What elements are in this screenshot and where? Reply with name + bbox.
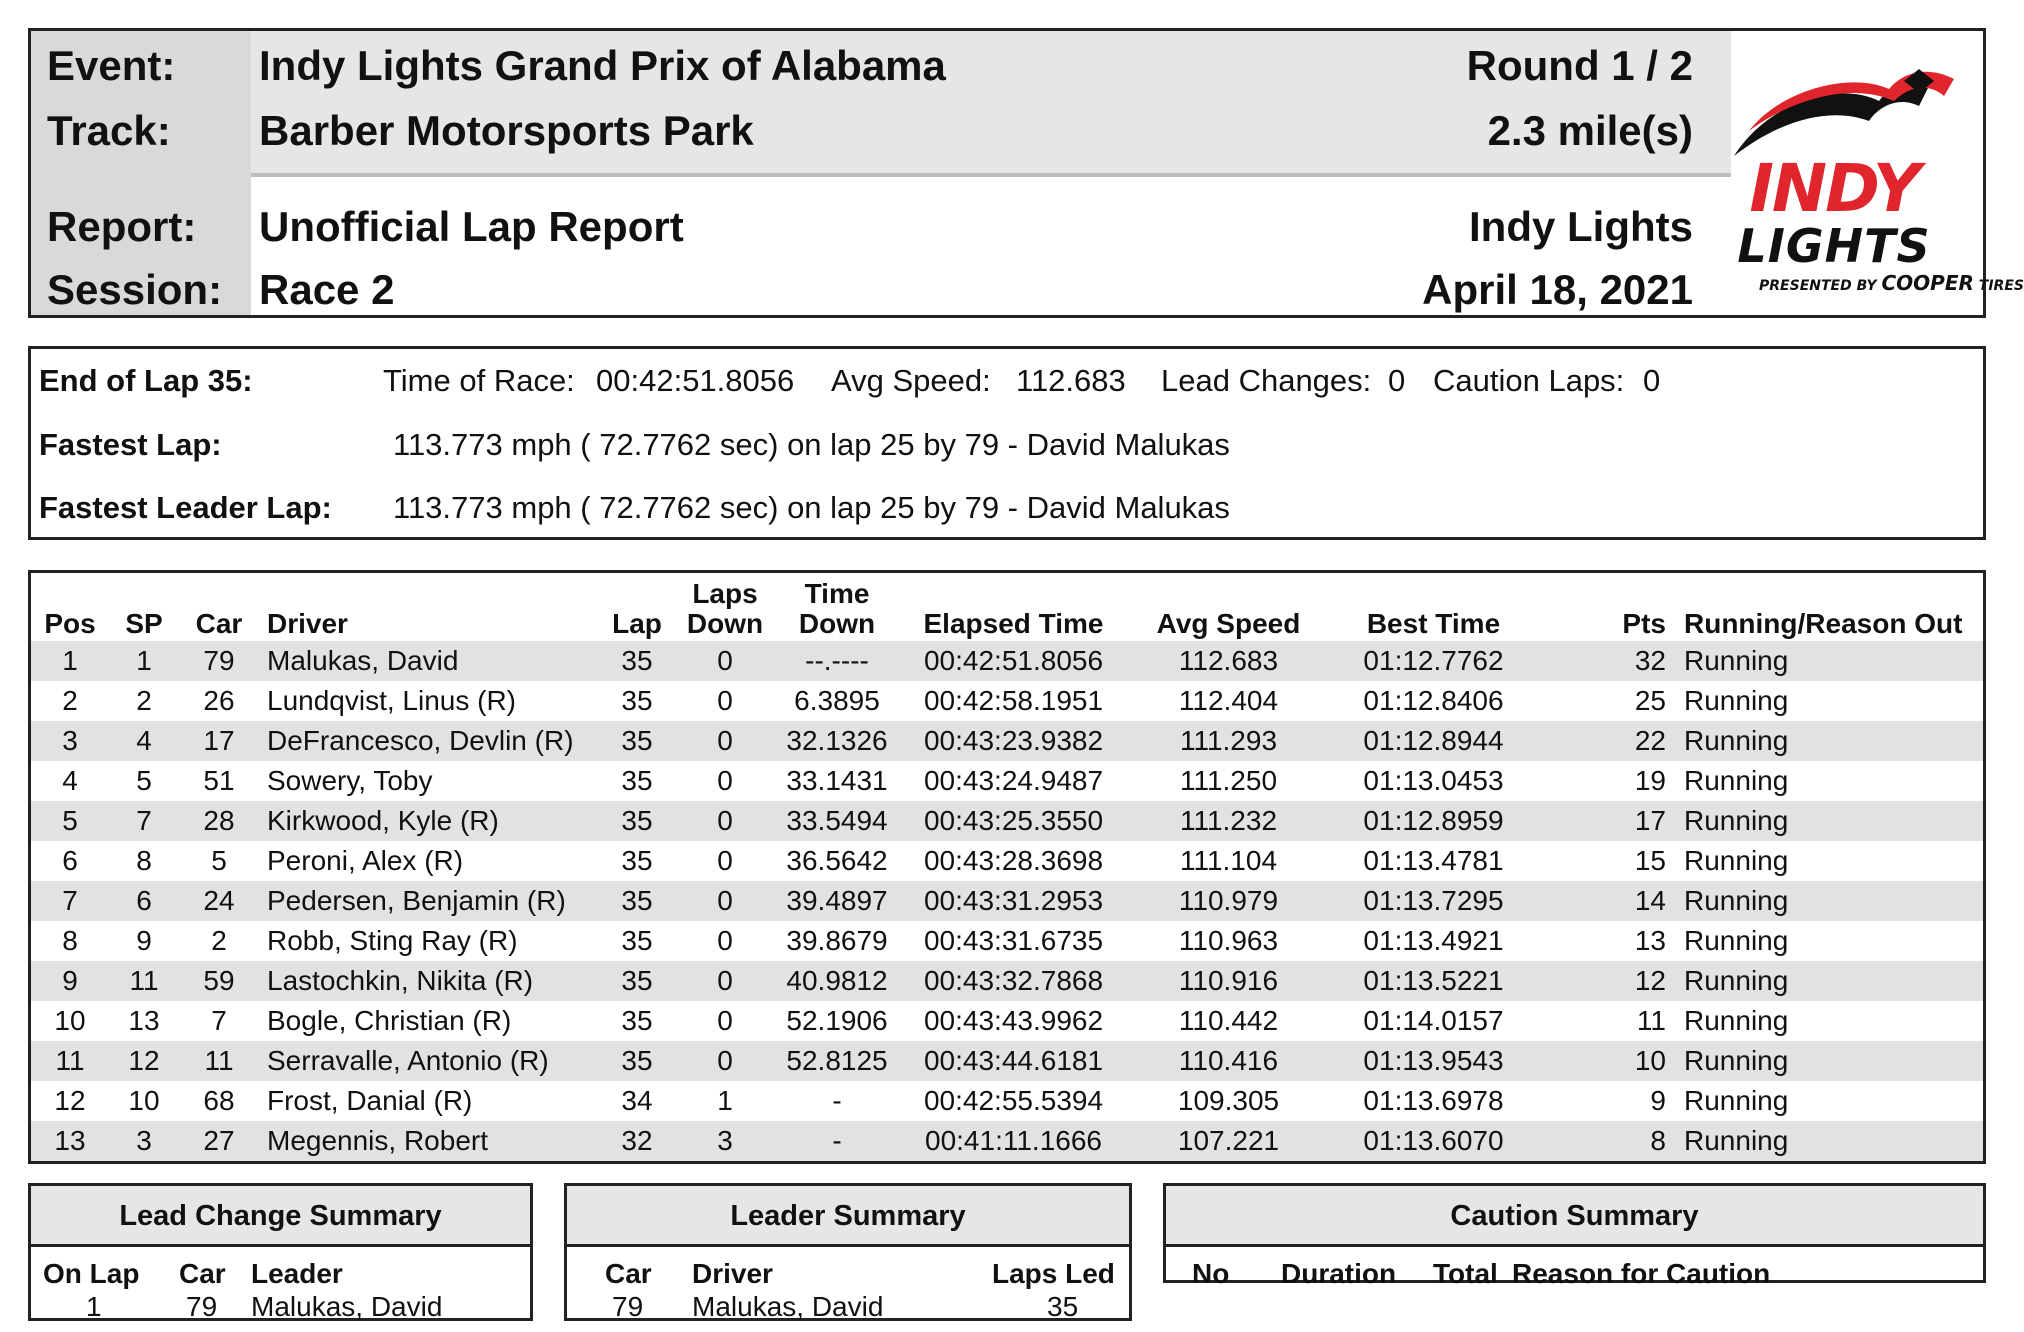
cell-car: 5 xyxy=(211,845,227,876)
cell-lap: 35 xyxy=(621,805,653,836)
cell-laps-down: 1 xyxy=(717,1085,733,1116)
col-time-down xyxy=(773,573,901,641)
cell-status: Running xyxy=(1684,1085,1789,1116)
cell-time-down: 52.8125 xyxy=(786,1045,888,1076)
cell-elapsed-time: 00:43:44.6181 xyxy=(923,1045,1104,1076)
cell-status: Running xyxy=(1684,645,1789,676)
cell-status: Running xyxy=(1684,1045,1789,1076)
cell-status: Running xyxy=(1684,725,1789,756)
fastest-leader-lap-value: 113.773 mph ( 72.7762 sec) on lap 25 by 79 - David Malukas xyxy=(393,490,1230,525)
cell-driver: Megennis, Robert xyxy=(267,1125,489,1156)
lead-change-col-car: Car xyxy=(179,1258,226,1289)
cell-sp: 12 xyxy=(128,1045,160,1076)
cell-driver: Serravalle, Antonio (R) xyxy=(267,1045,549,1076)
cell-driver: Malukas, David xyxy=(267,645,459,676)
cell-driver: Bogle, Christian (R) xyxy=(267,1005,512,1036)
cell-pts: 9 xyxy=(1650,1085,1666,1116)
table-row xyxy=(31,641,1983,681)
cell-lap: 34 xyxy=(621,1085,653,1116)
col-time-down-line1: Time xyxy=(804,578,870,609)
cell-best-time: 01:12.7762 xyxy=(1363,645,1504,676)
logo-word-lights: LIGHTS xyxy=(1737,219,1931,273)
caution-col-reason: Reason for Caution xyxy=(1512,1258,1771,1289)
report-label: Report: xyxy=(47,203,197,250)
cell-avg-speed: 107.221 xyxy=(1177,1125,1280,1156)
indy-lights-logo xyxy=(1699,51,2024,301)
cell-car: 28 xyxy=(203,805,235,836)
cell-car: 7 xyxy=(211,1005,227,1036)
lead-change-row-car: 79 xyxy=(186,1291,218,1322)
cell-laps-down: 0 xyxy=(717,925,733,956)
track-label: Track: xyxy=(47,107,171,154)
logo-presented-by xyxy=(1759,271,2024,295)
logo-word-indy: INDY xyxy=(1749,150,1919,227)
lead-change-row-leader: Malukas, David xyxy=(251,1291,443,1322)
cell-driver: Lastochkin, Nikita (R) xyxy=(267,965,534,996)
cell-avg-speed: 111.104 xyxy=(1179,845,1278,876)
col-time-down-line2: Down xyxy=(798,608,876,639)
lead-change-summary-title: Lead Change Summary xyxy=(31,1186,530,1247)
cell-status: Running xyxy=(1684,925,1789,956)
cell-lap: 35 xyxy=(621,765,653,796)
cell-pts: 12 xyxy=(1634,965,1666,996)
cell-status: Running xyxy=(1684,845,1789,876)
event-label: Event: xyxy=(47,42,176,89)
cell-driver: Lundqvist, Linus (R) xyxy=(267,685,517,716)
cell-sp: 9 xyxy=(136,925,152,956)
cell-laps-down: 0 xyxy=(717,765,733,796)
cell-pos: 11 xyxy=(55,1045,85,1076)
cell-avg-speed: 110.916 xyxy=(1178,965,1279,996)
col-elapsed-time: Elapsed Time xyxy=(923,608,1104,639)
cell-time-down: --.---- xyxy=(805,645,869,676)
cell-best-time: 01:13.6978 xyxy=(1363,1085,1504,1116)
cell-lap: 35 xyxy=(621,725,653,756)
cell-elapsed-time: 00:42:51.8056 xyxy=(923,645,1104,676)
end-of-lap-label: End of Lap 35: xyxy=(39,363,253,398)
col-car: Car xyxy=(195,608,243,639)
cell-sp: 7 xyxy=(136,805,152,836)
col-sp: SP xyxy=(125,608,163,639)
fastest-lap-label: Fastest Lap: xyxy=(39,427,222,462)
cell-avg-speed: 112.404 xyxy=(1178,685,1279,716)
caution-col-total: Total xyxy=(1433,1258,1498,1289)
cell-lap: 35 xyxy=(621,925,653,956)
cell-best-time: 01:13.5221 xyxy=(1363,965,1504,996)
leader-col-driver: Driver xyxy=(692,1258,773,1289)
cell-pos: 5 xyxy=(62,805,78,836)
col-laps-down xyxy=(677,573,773,641)
cell-pos: 13 xyxy=(54,1125,86,1156)
cell-best-time: 01:13.0453 xyxy=(1363,765,1504,796)
time-of-race-label: Time of Race: xyxy=(383,363,575,398)
leader-row-driver: Malukas, David xyxy=(692,1291,884,1322)
logo-presented-text: PRESENTED BY xyxy=(1759,278,1877,294)
cell-car: 11 xyxy=(204,1045,234,1076)
table-row xyxy=(31,1001,1983,1041)
cell-sp: 8 xyxy=(136,845,152,876)
cell-avg-speed: 109.305 xyxy=(1177,1085,1280,1116)
leader-summary-title: Leader Summary xyxy=(567,1186,1129,1247)
col-avg-speed: Avg Speed xyxy=(1156,608,1301,639)
col-best-time: Best Time xyxy=(1366,608,1501,639)
cell-car: 27 xyxy=(203,1125,235,1156)
col-driver: Driver xyxy=(267,608,348,639)
cell-car: 26 xyxy=(203,685,235,716)
cell-pos: 12 xyxy=(54,1085,86,1116)
cell-elapsed-time: 00:42:58.1951 xyxy=(923,685,1104,716)
cell-pts: 13 xyxy=(1634,925,1666,956)
logo-wing-icon xyxy=(1729,61,1959,161)
cell-time-down: 39.8679 xyxy=(786,925,888,956)
cell-pts: 10 xyxy=(1634,1045,1666,1076)
cell-best-time: 01:12.8959 xyxy=(1363,805,1504,836)
table-row xyxy=(31,961,1983,1001)
cell-avg-speed: 111.250 xyxy=(1179,765,1278,796)
cell-elapsed-time: 00:43:23.9382 xyxy=(923,725,1104,756)
cell-car: 17 xyxy=(203,725,235,756)
col-laps-down-line1: Laps xyxy=(692,578,758,609)
cell-best-time: 01:13.7295 xyxy=(1363,885,1504,916)
cell-driver: DeFrancesco, Devlin (R) xyxy=(267,725,574,756)
cell-status: Running xyxy=(1684,805,1789,836)
caution-laps-value: 0 xyxy=(1643,363,1661,398)
cell-sp: 2 xyxy=(136,685,152,716)
cell-best-time: 01:13.9543 xyxy=(1363,1045,1504,1076)
table-row xyxy=(31,841,1983,881)
fastest-leader-lap-label: Fastest Leader Lap: xyxy=(39,490,332,525)
cell-car: 2 xyxy=(211,925,227,956)
cell-pos: 3 xyxy=(62,725,78,756)
cell-time-down: 33.5494 xyxy=(786,805,888,836)
cell-elapsed-time: 00:43:31.6735 xyxy=(923,925,1104,956)
cell-pos: 10 xyxy=(54,1005,86,1036)
cell-status: Running xyxy=(1684,765,1789,796)
cell-lap: 35 xyxy=(621,685,653,716)
cell-lap: 35 xyxy=(621,1045,653,1076)
cell-best-time: 01:13.6070 xyxy=(1363,1125,1504,1156)
cell-status: Running xyxy=(1684,1005,1789,1036)
cell-sp: 11 xyxy=(129,965,159,996)
cell-pos: 8 xyxy=(62,925,78,956)
cell-driver: Kirkwood, Kyle (R) xyxy=(267,805,499,836)
cell-lap: 35 xyxy=(621,885,653,916)
cell-driver: Robb, Sting Ray (R) xyxy=(267,925,518,956)
cell-lap: 32 xyxy=(621,1125,653,1156)
cell-lap: 35 xyxy=(621,965,653,996)
cell-car: 59 xyxy=(203,965,235,996)
cell-laps-down: 0 xyxy=(717,725,733,756)
cell-pos: 9 xyxy=(62,965,78,996)
session-name: Race 2 xyxy=(259,266,395,313)
cell-laps-down: 0 xyxy=(717,885,733,916)
cell-car: 68 xyxy=(203,1085,235,1116)
lead-change-summary xyxy=(28,1183,533,1321)
cell-elapsed-time: 00:43:31.2953 xyxy=(923,885,1104,916)
cell-best-time: 01:12.8406 xyxy=(1363,685,1504,716)
cell-pts: 25 xyxy=(1634,685,1666,716)
round-number: Round 1 / 2 xyxy=(1466,42,1693,89)
lead-change-col-on-lap: On Lap xyxy=(43,1258,140,1289)
cell-laps-down: 0 xyxy=(717,1005,733,1036)
cell-pts: 8 xyxy=(1650,1125,1666,1156)
cell-time-down: - xyxy=(832,1125,842,1156)
cell-car: 24 xyxy=(203,885,235,916)
cell-avg-speed: 110.963 xyxy=(1178,925,1279,956)
cell-time-down: 6.3895 xyxy=(794,685,880,716)
table-row xyxy=(31,1041,1983,1081)
cell-laps-down: 3 xyxy=(717,1125,733,1156)
cell-car: 51 xyxy=(203,765,235,796)
cell-time-down: 36.5642 xyxy=(786,845,888,876)
cell-laps-down: 0 xyxy=(717,805,733,836)
fastest-lap-value: 113.773 mph ( 72.7762 sec) on lap 25 by 79 - David Malukas xyxy=(393,427,1230,462)
cell-pos: 4 xyxy=(62,765,78,796)
cell-sp: 5 xyxy=(136,765,152,796)
table-row xyxy=(31,1121,1983,1161)
col-status: Running/Reason Out xyxy=(1684,608,1963,639)
cell-laps-down: 0 xyxy=(717,1045,733,1076)
cell-best-time: 01:13.4781 xyxy=(1363,845,1504,876)
col-laps-down-line2: Down xyxy=(686,608,764,639)
table-row xyxy=(31,801,1983,841)
cell-status: Running xyxy=(1684,1125,1789,1156)
cell-time-down: 52.1906 xyxy=(786,1005,888,1036)
avg-speed-label: Avg Speed: xyxy=(831,363,991,398)
cell-avg-speed: 111.293 xyxy=(1179,725,1278,756)
track-name: Barber Motorsports Park xyxy=(259,107,754,154)
cell-pts: 14 xyxy=(1634,885,1666,916)
cell-pts: 15 xyxy=(1634,845,1666,876)
leader-col-car: Car xyxy=(605,1258,652,1289)
table-row xyxy=(31,881,1983,921)
results-table-panel xyxy=(28,570,1986,1164)
cell-elapsed-time: 00:43:24.9487 xyxy=(923,765,1104,796)
cell-time-down: 33.1431 xyxy=(786,765,888,796)
cell-pos: 2 xyxy=(62,685,78,716)
time-of-race-value: 00:42:51.8056 xyxy=(596,363,795,398)
cell-elapsed-time: 00:43:25.3550 xyxy=(923,805,1104,836)
cell-avg-speed: 110.979 xyxy=(1178,885,1279,916)
cell-sp: 6 xyxy=(136,885,152,916)
leader-row-laps-led: 35 xyxy=(1047,1291,1079,1322)
cell-driver: Pedersen, Benjamin (R) xyxy=(267,885,566,916)
cell-pos: 7 xyxy=(62,885,78,916)
leader-row-car: 79 xyxy=(612,1291,644,1322)
race-info-panel xyxy=(28,346,1986,540)
cell-car: 79 xyxy=(203,645,235,676)
logo-sponsor-sub: TIRES xyxy=(1978,278,2024,294)
event-date: April 18, 2021 xyxy=(1422,266,1693,313)
cell-pts: 11 xyxy=(1636,1005,1666,1036)
table-row xyxy=(31,921,1983,961)
cell-best-time: 01:13.4921 xyxy=(1363,925,1504,956)
table-row xyxy=(31,721,1983,761)
cell-sp: 10 xyxy=(128,1085,160,1116)
cell-avg-speed: 110.416 xyxy=(1178,1045,1279,1076)
cell-pts: 17 xyxy=(1634,805,1666,836)
cell-avg-speed: 111.232 xyxy=(1179,805,1278,836)
col-pts: Pts xyxy=(1622,608,1666,639)
caution-col-no: No xyxy=(1192,1258,1230,1289)
cell-elapsed-time: 00:43:28.3698 xyxy=(923,845,1104,876)
cell-pos: 1 xyxy=(62,645,78,676)
cell-pts: 19 xyxy=(1634,765,1666,796)
results-header-row xyxy=(31,573,1983,641)
cell-laps-down: 0 xyxy=(717,965,733,996)
cell-sp: 13 xyxy=(128,1005,160,1036)
cell-status: Running xyxy=(1684,685,1789,716)
cell-lap: 35 xyxy=(621,1005,653,1036)
series-name: Indy Lights xyxy=(1469,203,1693,250)
cell-driver: Peroni, Alex (R) xyxy=(267,845,464,876)
cell-status: Running xyxy=(1684,885,1789,916)
cell-sp: 3 xyxy=(136,1125,152,1156)
leader-col-laps-led: Laps Led xyxy=(992,1258,1115,1289)
cell-driver: Sowery, Toby xyxy=(267,765,433,796)
cell-pts: 32 xyxy=(1634,645,1666,676)
event-name: Indy Lights Grand Prix of Alabama xyxy=(259,42,946,89)
cell-laps-down: 0 xyxy=(717,845,733,876)
cell-best-time: 01:12.8944 xyxy=(1363,725,1504,756)
lead-changes-value: 0 xyxy=(1388,363,1406,398)
cell-lap: 35 xyxy=(621,645,653,676)
caution-summary xyxy=(1163,1183,1986,1289)
col-pos: Pos xyxy=(44,608,96,639)
cell-time-down: 39.4897 xyxy=(786,885,888,916)
cell-status: Running xyxy=(1684,965,1789,996)
caution-laps-label: Caution Laps: xyxy=(1433,363,1625,398)
results-body xyxy=(31,641,1983,1161)
cell-pos: 6 xyxy=(62,845,78,876)
leader-summary xyxy=(564,1183,1132,1321)
cell-time-down: 40.9812 xyxy=(786,965,888,996)
cell-driver: Frost, Danial (R) xyxy=(267,1085,473,1116)
cell-laps-down: 0 xyxy=(717,685,733,716)
session-label: Session: xyxy=(47,266,223,313)
cell-laps-down: 0 xyxy=(717,645,733,676)
lead-change-row-lap: 1 xyxy=(86,1291,102,1322)
table-row xyxy=(31,1081,1983,1121)
cell-elapsed-time: 00:43:32.7868 xyxy=(923,965,1104,996)
report-header xyxy=(28,28,2024,318)
caution-summary-title: Caution Summary xyxy=(1166,1186,1983,1247)
cell-avg-speed: 110.442 xyxy=(1178,1005,1279,1036)
cell-best-time: 01:14.0157 xyxy=(1363,1005,1504,1036)
lead-changes-label: Lead Changes: xyxy=(1161,363,1372,398)
cell-sp: 1 xyxy=(136,645,152,676)
cell-sp: 4 xyxy=(136,725,152,756)
cell-pts: 22 xyxy=(1634,725,1666,756)
cell-avg-speed: 112.683 xyxy=(1178,645,1279,676)
avg-speed-value: 112.683 xyxy=(1016,363,1126,398)
cell-elapsed-time: 00:41:11.1666 xyxy=(925,1125,1102,1156)
logo-sponsor: COOPER xyxy=(1881,271,1974,295)
results-table xyxy=(31,573,1983,1161)
table-row xyxy=(31,681,1983,721)
report-name: Unofficial Lap Report xyxy=(259,203,684,250)
table-row xyxy=(31,761,1983,801)
lead-change-col-leader: Leader xyxy=(251,1258,343,1289)
cell-time-down: 32.1326 xyxy=(786,725,888,756)
header-divider xyxy=(251,173,1731,177)
cell-elapsed-time: 00:43:43.9962 xyxy=(923,1005,1104,1036)
cell-time-down: - xyxy=(832,1085,842,1116)
cell-elapsed-time: 00:42:55.5394 xyxy=(923,1085,1104,1116)
track-length: 2.3 mile(s) xyxy=(1487,107,1693,154)
cell-lap: 35 xyxy=(621,845,653,876)
col-lap: Lap xyxy=(612,608,662,639)
caution-col-duration: Duration xyxy=(1281,1258,1397,1289)
